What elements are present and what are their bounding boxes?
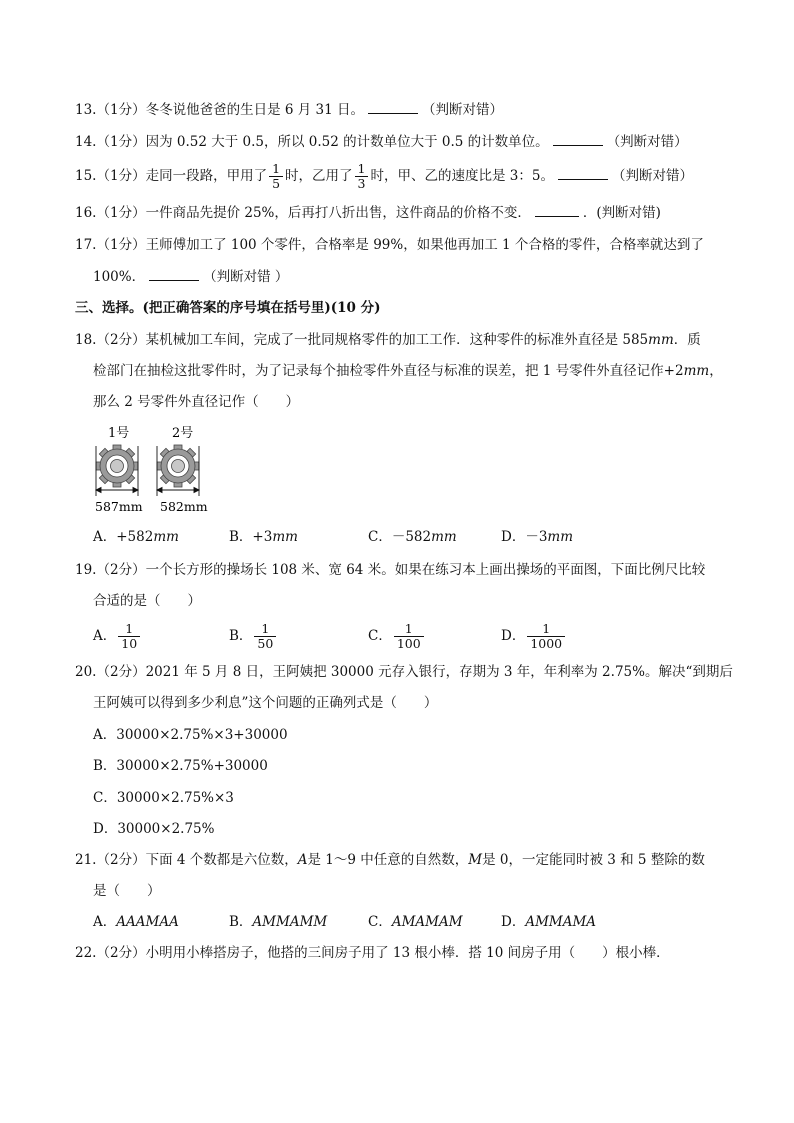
question-17-line2: 100%． （判断对错 ） bbox=[93, 269, 289, 285]
question-18: 18.（2分）某机械加工车间，完成了一批同规格零件的加工工作．这种零件的标准外直径是 585mm．质 bbox=[75, 332, 701, 348]
gear-figure bbox=[90, 420, 220, 520]
question-tail: （判断对错） bbox=[606, 134, 688, 150]
q18-option-a[interactable]: A．+582mm bbox=[93, 529, 179, 545]
gear-2-icon bbox=[157, 445, 199, 487]
question-score: （1分） bbox=[96, 205, 146, 221]
question-number: 20. bbox=[75, 664, 97, 680]
gear-1-label: 1号 bbox=[108, 426, 130, 441]
answer-blank[interactable] bbox=[368, 101, 418, 114]
question-text: 一件商品先提价 25%，后再打八折出售，这件商品的价格不变． bbox=[145, 205, 531, 221]
question-text: 因为 0.52 大于 0.5，所以 0.52 的计数单位大于 0.5 的计数单位。 bbox=[145, 134, 549, 150]
q20-option-a[interactable]: A．30000×2.75%×3+30000 bbox=[93, 727, 288, 743]
q19-option-b[interactable]: B． $\frac{1}{50}$ bbox=[229, 622, 278, 651]
q20-option-c[interactable]: C．30000×2.75%×3 bbox=[93, 790, 234, 806]
question-16 bbox=[75, 204, 661, 222]
fraction-1-5: $\frac{1}{5}$ bbox=[269, 162, 283, 191]
question-score: （1分） bbox=[96, 102, 146, 118]
gear-2-label: 2号 bbox=[172, 426, 194, 441]
q18-option-c[interactable]: C．－582mm bbox=[368, 529, 457, 545]
question-score: （2分） bbox=[96, 562, 146, 578]
question-18-line2: 检部门在抽检这批零件时，为了记录每个抽检零件外直径与标准的误差，把 1 号零件外直径记作+2mm， bbox=[93, 363, 723, 379]
question-number: 16. bbox=[75, 205, 97, 221]
question-number: 17. bbox=[75, 237, 97, 253]
question-number: 15. bbox=[75, 168, 97, 184]
gear-1-icon bbox=[96, 445, 138, 487]
question-tail: （判断对错） bbox=[611, 168, 693, 184]
q18-option-b[interactable]: B．+3mm bbox=[229, 529, 298, 545]
question-tail: （判断对错） bbox=[422, 102, 504, 118]
question-number: 19. bbox=[75, 562, 97, 578]
question-text: 冬冬说他爸爸的生日是 6 月 31 日。 bbox=[145, 102, 365, 118]
answer-blank[interactable] bbox=[149, 268, 199, 281]
answer-blank[interactable] bbox=[535, 204, 579, 217]
question-13 bbox=[75, 101, 503, 119]
question-score: （2分） bbox=[96, 945, 146, 961]
question-20-line2: 王阿姨可以得到多少利息”这个问题的正确列式是（ ） bbox=[93, 695, 438, 711]
question-14 bbox=[75, 133, 688, 151]
scale-fraction: $\frac{1}{100}$ bbox=[394, 622, 424, 651]
q20-option-d[interactable]: D．30000×2.75% bbox=[93, 821, 215, 837]
question-score: （1分） bbox=[96, 168, 146, 184]
answer-blank[interactable] bbox=[558, 167, 608, 180]
section-heading: 三、选择。(把正确答案的序号填在括号里)(10 分) bbox=[75, 300, 381, 316]
question-tail: ．(判断对错) bbox=[582, 205, 661, 221]
gear-1-dimension: 587mm bbox=[95, 499, 143, 514]
fraction-1-3: $\frac{1}{3}$ bbox=[355, 162, 369, 191]
q18-option-d[interactable]: D．－3mm bbox=[501, 529, 574, 545]
question-number: 21. bbox=[75, 852, 97, 868]
q21-option-c[interactable]: C．AMAMAM bbox=[368, 914, 463, 930]
question-score: （2分） bbox=[96, 332, 146, 348]
question-text: 王师傅加工了 100 个零件，合格率是 99%，如果他再加工 1 个合格的零件，合格率就达到了 bbox=[145, 237, 704, 253]
gear-2-dimension: 582mm bbox=[160, 499, 208, 514]
question-19-line2: 合适的是（ ） bbox=[93, 593, 201, 609]
question-15: 15.（1分）走同一段路，甲用了 $\frac{1}{5}$ 时，乙用了 $\frac{1}{3}$ 时，甲、乙的速度比是 3：5。 （判断对错） bbox=[75, 161, 693, 191]
q19-option-a[interactable]: A． $\frac{1}{10}$ bbox=[93, 622, 142, 651]
question-score: （2分） bbox=[96, 664, 146, 680]
q19-option-c[interactable]: C． $\frac{1}{100}$ bbox=[368, 622, 426, 651]
question-17 bbox=[75, 236, 704, 254]
question-number: 13. bbox=[75, 102, 97, 118]
question-20: 20.（2分）2021 年 5 月 8 日，王阿姨把 30000 元存入银行，存期为 3 年，年利率为 2.75%。解决“到期后 bbox=[75, 664, 733, 680]
q19-option-d[interactable]: D． $\frac{1}{1000}$ bbox=[501, 622, 567, 651]
scale-fraction: $\frac{1}{10}$ bbox=[118, 622, 140, 651]
question-number: 18. bbox=[75, 332, 97, 348]
q21-option-a[interactable]: A．AAAMAA bbox=[93, 914, 179, 930]
question-18-line3: 那么 2 号零件外直径记作（ ） bbox=[93, 394, 300, 410]
question-score: （2分） bbox=[96, 852, 146, 868]
question-22: 22.（2分）小明用小棒搭房子，他搭的三间房子用了 13 根小棒．搭 10 间房子用（ ）根小棒． bbox=[75, 945, 670, 961]
question-score: （1分） bbox=[96, 237, 146, 253]
question-tail: （判断对错 ） bbox=[203, 269, 289, 285]
question-score: （1分） bbox=[96, 134, 146, 150]
question-number: 14. bbox=[75, 134, 97, 150]
question-21: 21.（2分）下面 4 个数都是六位数，A是 1～9 中任意的自然数，M是 0，一定能同时被 3 和 5 整除的数 bbox=[75, 852, 705, 868]
scale-fraction: $\frac{1}{50}$ bbox=[254, 622, 276, 651]
q21-option-b[interactable]: B．AMMAMM bbox=[229, 914, 328, 930]
answer-blank[interactable] bbox=[553, 133, 603, 146]
question-number: 22. bbox=[75, 945, 97, 961]
q20-option-b[interactable]: B．30000×2.75%+30000 bbox=[93, 758, 268, 774]
question-21-line2: 是（ ） bbox=[93, 883, 161, 899]
question-19: 19.（2分）一个长方形的操场长 108 米、宽 64 米。如果在练习本上画出操场的平面图，下面比例尺比较 bbox=[75, 562, 706, 578]
q21-option-d[interactable]: D．AMMAMA bbox=[501, 914, 597, 930]
question-text: 走同一段路，甲用了 bbox=[145, 168, 268, 184]
scale-fraction: $\frac{1}{1000}$ bbox=[527, 622, 565, 651]
